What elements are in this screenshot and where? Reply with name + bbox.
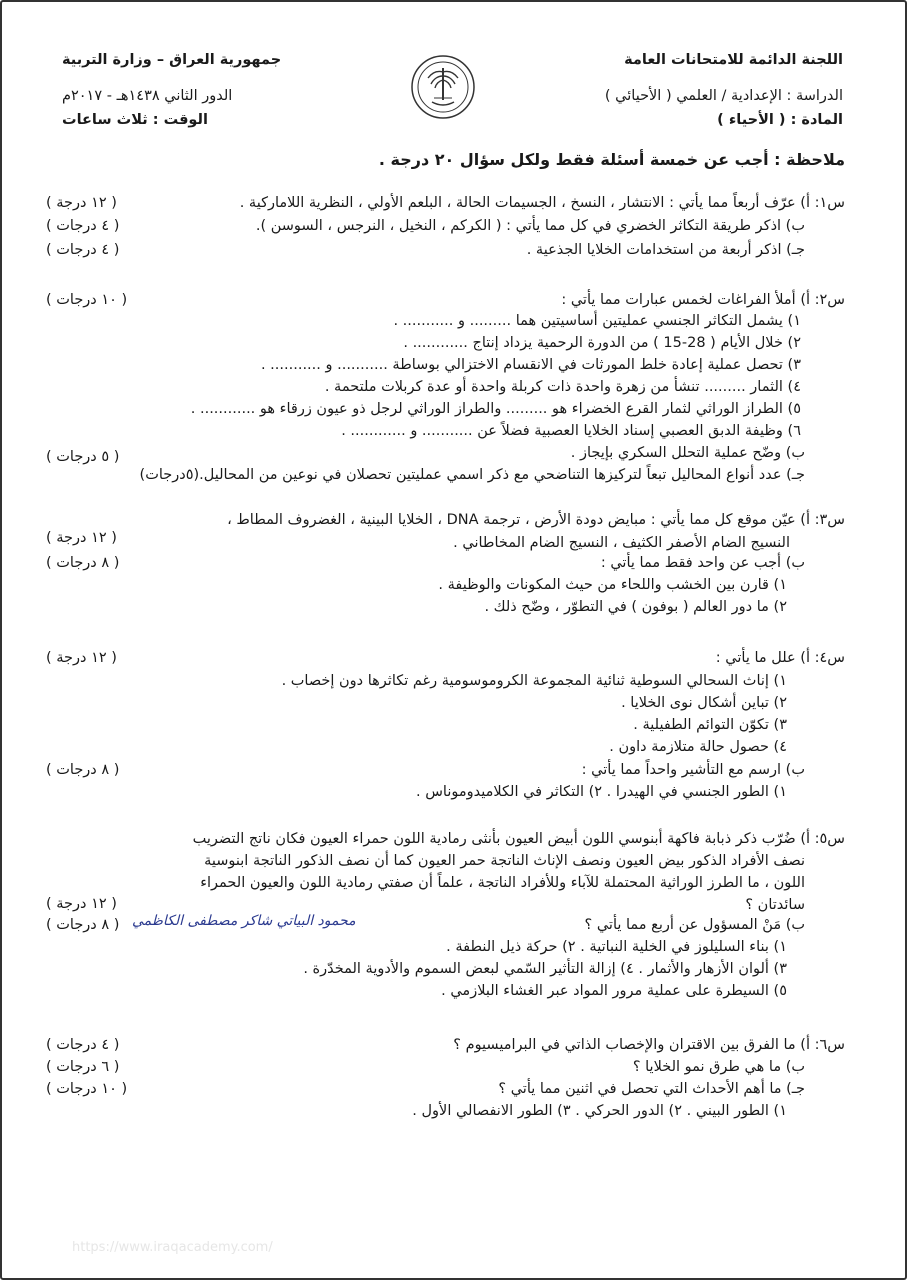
q1-b: ب) اذكر طريقة التكاثر الخضري في كل مما يأتي : ( الكركم ، النخيل ، النرجس ، السوسن ). xyxy=(255,218,805,234)
marks-q4-a: ( ١٢ درجة ) xyxy=(46,650,117,666)
q2-a5: ٥) الطراز الوراثي لثمار القرع الخضراء هو ......... والطراز الوراثي لرجل ذو عيون زرقاء هو ............ . xyxy=(190,401,801,417)
q4-a1: ١) إناث السحالي السوطية ثنائية المجموعة الكروموسومية رغم تكاثرها دون إخصاب . xyxy=(281,673,787,689)
q5-b5: ٥) السيطرة على عملية مرور المواد عبر الغشاء البلازمي . xyxy=(441,983,787,999)
q2-a: س٢: أ) أملأ الفراغات لخمس عبارات مما يأتي : xyxy=(561,292,845,308)
q1-c: جـ) اذكر أربعة من استخدامات الخلايا الجذعية . xyxy=(526,242,805,258)
q3-a: س٣: أ) عيّن موقع كل مما يأتي : مبايض دودة الأرض ، ترجمة DNA ، الخلايا البينية ، الغضروف المطاط ، xyxy=(227,512,845,528)
watermark-url: https://www.iraqacademy.com/ xyxy=(72,1240,273,1255)
marks-q4-b: ( ٨ درجات ) xyxy=(46,762,120,778)
q6-c-items: ١) الطور البيني . ٢) الدور الحركي . ٣) الطور الانفصالي الأول . xyxy=(412,1103,787,1119)
q5-a-cont1: نصف الأفراد الذكور بيض العيون ونصف الإناث الناتجة حمر العيون كما أن نصف الذكور الناتجة ابنوسية xyxy=(204,853,805,869)
q2-a1: ١) يشمل التكاثر الجنسي عمليتين أساسيتين هما ......... و ........... . xyxy=(393,313,801,329)
marks-q2-a: ( ١٠ درجات ) xyxy=(46,292,128,308)
q2-c: جـ) عدد أنواع المحاليل تبعاً لتركيزها التناضحي مع ذكر اسمي عمليتين تحصلان في نوعين من المحاليل.(٥درجات) xyxy=(139,467,805,483)
marks-q6-c: ( ١٠ درجات ) xyxy=(46,1081,128,1097)
q6-b: ب) ما هي طرق نمو الخلايا ؟ xyxy=(632,1059,805,1075)
marks-q6-a: ( ٤ درجات ) xyxy=(46,1037,120,1053)
exam-time: الوقت : ثلاث ساعات xyxy=(62,112,208,128)
committee-title: اللجنة الدائمة للامتحانات العامة xyxy=(624,52,843,68)
q5-a-cont2: اللون ، ما الطرز الوراثية المحتملة للآباء وللأفراد الناتجة ، علماً أن صفتي رمادية اللون والعيون الحمراء xyxy=(200,875,805,891)
q5-a-cont3: سائدتان ؟ xyxy=(745,897,805,913)
marks-q5-a: ( ١٢ درجة ) xyxy=(46,896,117,912)
q4-a3: ٣) تكوّن التوائم الطفيلية . xyxy=(633,717,787,733)
marks-q1-a: ( ١٢ درجة ) xyxy=(46,195,117,211)
q3-b1: ١) قارن بين الخشب واللحاء من حيث المكونات والوظيفة . xyxy=(438,577,787,593)
q2-a3: ٣) تحصل عملية إعادة خلط المورثات في الانقسام الاختزالي بوساطة ........... و ........... . xyxy=(260,357,801,373)
exam-session: الدور الثاني ١٤٣٨هـ - ٢٠١٧م xyxy=(62,88,233,104)
marks-q6-b: ( ٦ درجات ) xyxy=(46,1059,120,1075)
marks-q1-b: ( ٤ درجات ) xyxy=(46,218,120,234)
exam-note: ملاحظة : أجب عن خمسة أسئلة فقط ولكل سؤال ٢٠ درجة . xyxy=(378,150,845,169)
q4-a2: ٢) تباين أشكال نوى الخلايا . xyxy=(621,695,787,711)
handwritten-signature: محمود البياتي شاكر مصطفى الكاظمي xyxy=(132,913,356,929)
q5-b: ب) مَنْ المسؤول عن أربع مما يأتي ؟ xyxy=(584,917,805,933)
iraq-emblem-icon xyxy=(410,54,476,120)
q1-a: س١: أ) عرّف أربعاً مما يأتي : الانتشار ، النسخ ، الجسيمات الحالة ، البلعم الأولي ، النظرية اللامارکية . xyxy=(239,195,845,211)
q3-b: ب) أجب عن واحد فقط مما يأتي : xyxy=(600,555,805,571)
q2-a2: ٢) خلال الأيام ( 28-15 ) من الدورة الرحمية يزداد إنتاج ............ . xyxy=(403,335,801,351)
q4-a4: ٤) حصول حالة متلازمة داون . xyxy=(609,739,787,755)
q6-a: س٦: أ) ما الفرق بين الاقتران والإخصاب الذاتي في البراميسيوم ؟ xyxy=(453,1037,845,1053)
marks-q3-b: ( ٨ درجات ) xyxy=(46,555,120,571)
q6-c: جـ) ما أهم الأحداث التي تحصل في اثنين مما يأتي ؟ xyxy=(498,1081,805,1097)
q5-b3-b4: ٣) ألوان الأزهار والأثمار . ٤) إزالة التأثير السّمي لبعض السموم والأدوية المخدّرة . xyxy=(303,961,787,977)
q4-a: س٤: أ) علل ما يأتي : xyxy=(715,650,845,666)
marks-q2-b: ( ٥ درجات ) xyxy=(46,449,120,465)
q2-a4: ٤) الثمار ......... تنشأ من زهرة واحدة ذات كربلة واحدة أو عدة كربلات ملتحمة . xyxy=(324,379,801,395)
ministry-title: جمهورية العراق – وزارة التربية xyxy=(62,52,282,68)
q3-b2: ٢) ما دور العالم ( بوفون ) في التطوّر ، وضّح ذلك . xyxy=(484,599,787,615)
q3-a-cont: النسيج الضام الأصفر الكثيف ، النسيج الضام المخاطاني . xyxy=(453,535,790,551)
marks-q1-c: ( ٤ درجات ) xyxy=(46,242,120,258)
marks-q3-a: ( ١٢ درجة ) xyxy=(46,530,117,546)
q5-b1-b2: ١) بناء السليلوز في الخلية النباتية . ٢) حركة ذيل النطفة . xyxy=(446,939,787,955)
q2-a6: ٦) وظيفة الدبق العصبي إسناد الخلايا العصبية فضلاً عن ........... و ............ . xyxy=(341,423,801,439)
q5-a: س٥: أ) ضُرّب ذكر ذبابة فاكهة أبنوسي اللون أبيض العيون بأنثى رمادية اللون حمراء العيون فكان ناتج التضريب xyxy=(192,831,845,847)
q4-b: ب) ارسم مع التأشير واحداً مما يأتي : xyxy=(581,762,805,778)
q4-b-items: ١) الطور الجنسي في الهيدرا . ٢) التكاثر في الكلاميدوموناس . xyxy=(416,784,787,800)
subject: المادة : ( الأحياء ) xyxy=(717,112,843,128)
q2-b: ب) وضّح عملية التحلل السكري بإيجاز . xyxy=(570,445,805,461)
study-branch: الدراسة : الإعدادية / العلمي ( الأحيائي ) xyxy=(604,88,843,104)
marks-q5-b: ( ٨ درجات ) xyxy=(46,917,120,933)
